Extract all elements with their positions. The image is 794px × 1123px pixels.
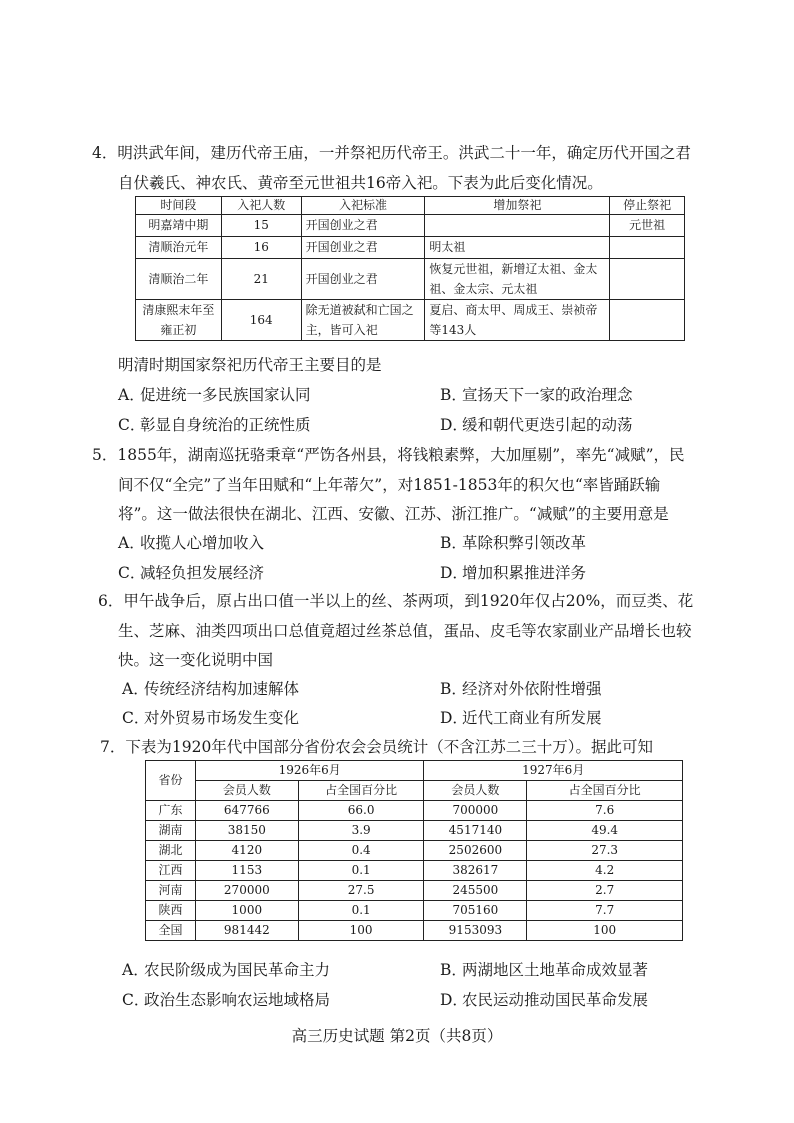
option-text: 增加积累推进洋务 [462,564,587,582]
option-text: 近代工商业有所发展 [462,709,602,727]
option-key: B． [440,961,467,979]
q7-cell-p1927: 49.4 [527,821,683,841]
q7-header-1927: 1927年6月 [424,761,683,781]
option-key: C． [118,416,146,434]
q4-cell-count: 164 [221,300,301,341]
q7-option-c[interactable] [122,989,330,1011]
q4-cell-count: 16 [221,237,301,259]
q4-option-a[interactable] [118,384,311,406]
q5-option-d[interactable] [440,562,586,584]
q5-option-c[interactable] [118,562,264,584]
q6-line-2: 生、芝麻、油类四项出口总值竟超过丝茶总值，蛋品、皮毛等农家副业产品增长也较 [118,622,692,640]
q7-cell-p1927: 7.7 [527,901,683,921]
q7-header-members-1927: 会员人数 [424,781,527,801]
table-row [136,259,685,300]
q7-option-b[interactable] [440,959,648,981]
option-text: 彰显自身统治的正统性质 [140,416,311,434]
q5-line-2: 间不仅“全完”了当年田赋和“上年蒂欠”，对1851-1853年的积欠也“率皆踊跃输 [118,476,661,494]
option-key: A． [122,961,149,979]
option-key: D． [440,416,468,434]
q7-cell-p1927: 4.2 [527,861,683,881]
option-text: 宣扬天下一家的政治理念 [462,386,633,404]
option-text: 农民阶级成为国民革命主力 [144,961,331,979]
option-text: 缓和朝代更迭引起的动荡 [462,416,633,434]
q4-option-b[interactable] [440,384,633,406]
option-text: 革除积弊引领改革 [462,534,587,552]
q7-cell-m1927: 245500 [424,881,527,901]
q7-line-1: 7．下表为1920年代中国部分省份农会会员统计（不含江苏二三十万）。据此可知 [100,738,654,756]
q7-cell-p1926: 0.1 [298,861,424,881]
q7-cell-m1927: 382617 [424,861,527,881]
option-key: C． [122,709,150,727]
q6-line-3: 快。这一变化说明中国 [118,651,274,669]
option-key: C． [122,991,150,1009]
q4-cell-standard: 开国创业之君 [301,215,425,237]
option-text: 农民运动推动国民革命发展 [462,991,649,1009]
option-text: 收揽人心增加收入 [140,534,265,552]
q4-cell-period: 明嘉靖中期 [136,215,222,237]
q4-cell-count: 15 [221,215,301,237]
q4-header-period: 时间段 [136,197,222,215]
table-row [146,821,683,841]
table-row [146,801,683,821]
q7-cell-m1926: 1000 [195,901,298,921]
q7-cell-province: 湖南 [146,821,196,841]
q7-cell-province: 全国 [146,921,196,941]
q4-question: 明清时期国家祭祀历代帝王主要目的是 [118,356,382,374]
q7-header-1926: 1926年6月 [195,761,424,781]
option-text: 经济对外依附性增强 [462,680,602,698]
q5-line-3: 将”。这一做法很快在湖北、江西、安徽、江苏、浙江推广。“减赋”的主要用意是 [118,505,669,523]
q7-cell-m1926: 647766 [195,801,298,821]
q4-cell-standard: 开国创业之君 [301,237,425,259]
q4-header-stopped: 停止祭祀 [610,197,685,215]
q4-cell-count: 21 [221,259,301,300]
q4-cell-period: 清顺治二年 [136,259,222,300]
q4-cell-added: 明太祖 [425,237,610,259]
q7-cell-p1926: 3.9 [298,821,424,841]
q5-option-b[interactable] [440,532,586,554]
option-key: B． [440,680,467,698]
q4-cell-period: 清康熙末年至雍正初 [136,300,222,341]
table-row [146,841,683,861]
q7-cell-m1926: 4120 [195,841,298,861]
q7-cell-p1927: 27.3 [527,841,683,861]
option-key: D． [440,564,468,582]
q7-cell-m1927: 705160 [424,901,527,921]
q7-cell-m1926: 270000 [195,881,298,901]
q7-cell-p1926: 27.5 [298,881,424,901]
q7-option-a[interactable] [122,959,330,981]
option-key: A． [118,534,145,552]
q7-cell-province: 湖北 [146,841,196,861]
q4-cell-added: 夏启、商太甲、周成王、崇祯帝等143人 [425,300,610,341]
q4-option-d[interactable] [440,414,633,436]
q7-cell-p1926: 0.4 [298,841,424,861]
q7-cell-p1926: 100 [298,921,424,941]
q7-cell-m1926: 1153 [195,861,298,881]
q7-cell-p1926: 0.1 [298,901,424,921]
q4-option-c[interactable] [118,414,311,436]
option-text: 减轻负担发展经济 [140,564,265,582]
q7-header-percent-1926: 占全国百分比 [298,781,424,801]
q4-cell-stopped [610,300,685,341]
q7-table [145,760,683,941]
q4-table [135,196,685,341]
q7-cell-m1927: 4517140 [424,821,527,841]
option-text: 促进统一多民族国家认同 [140,386,311,404]
q4-line-2: 自伏羲氏、神农氏、黄帝至元世祖共16帝入祀。下表为此后变化情况。 [118,174,603,192]
table-row [136,300,685,341]
table-row [146,861,683,881]
q4-header-added: 增加祭祀 [425,197,610,215]
option-key: C． [118,564,146,582]
q5-option-a[interactable] [118,532,264,554]
q7-header-percent-1927: 占全国百分比 [527,781,683,801]
q7-cell-m1927: 2502600 [424,841,527,861]
q7-option-d[interactable] [440,989,648,1011]
q7-cell-m1927: 700000 [424,801,527,821]
q6-line-1: 6．甲午战争后，原占出口值一半以上的丝、茶两项，到1920年仅占20%，而豆类、花 [98,592,694,610]
option-text: 传统经济结构加速解体 [144,680,300,698]
q7-cell-province: 江西 [146,861,196,881]
q6-option-d[interactable] [440,707,602,729]
q7-header-members-1926: 会员人数 [195,781,298,801]
option-key: D． [440,991,468,1009]
q6-option-a[interactable] [122,678,299,700]
q7-cell-province: 广东 [146,801,196,821]
q7-cell-m1927: 9153093 [424,921,527,941]
table-row [146,921,683,941]
q4-header-count: 入祀人数 [221,197,301,215]
q5-line-1: 5．1855年，湖南巡抚骆秉章“严饬各州县，将钱粮素弊，大加厘剔”，率先“减赋”，民 [92,446,685,464]
q7-header-province: 省份 [146,761,196,801]
q7-cell-m1926: 38150 [195,821,298,841]
option-key: B． [440,386,467,404]
option-key: B． [440,534,467,552]
q4-header-standard: 入祀标准 [301,197,425,215]
q7-cell-p1927: 2.7 [527,881,683,901]
option-text: 政治生态影响农运地域格局 [144,991,331,1009]
table-row [146,881,683,901]
q4-cell-standard: 除无道被弑和亡国之主，皆可入祀 [301,300,425,341]
q4-cell-added: 恢复元世祖，新增辽太祖、金太祖、金太宗、元太祖 [425,259,610,300]
q4-line-1: 4．明洪武年间，建历代帝王庙，一并祭祀历代帝王。洪武二十一年，确定历代开国之君 [92,144,691,162]
table-row [146,901,683,921]
option-key: D． [440,709,468,727]
q4-cell-added [425,215,610,237]
q7-cell-p1927: 100 [527,921,683,941]
q4-cell-stopped [610,259,685,300]
q6-option-c[interactable] [122,707,299,729]
q4-cell-stopped: 元世祖 [610,215,685,237]
q7-cell-p1927: 7.6 [527,801,683,821]
q7-cell-province: 陕西 [146,901,196,921]
option-key: A． [122,680,149,698]
option-text: 两湖地区土地革命成效显著 [462,961,649,979]
table-row [136,237,685,259]
q6-option-b[interactable] [440,678,602,700]
q4-cell-period: 清顺治元年 [136,237,222,259]
option-key: A． [118,386,145,404]
page-footer: 高三历史试题 第2页（共8页） [291,1027,503,1045]
table-row [136,215,685,237]
q7-cell-p1926: 66.0 [298,801,424,821]
q7-cell-province: 河南 [146,881,196,901]
q4-cell-standard: 开国创业之君 [301,259,425,300]
option-text: 对外贸易市场发生变化 [144,709,300,727]
q4-cell-stopped [610,237,685,259]
q7-cell-m1926: 981442 [195,921,298,941]
